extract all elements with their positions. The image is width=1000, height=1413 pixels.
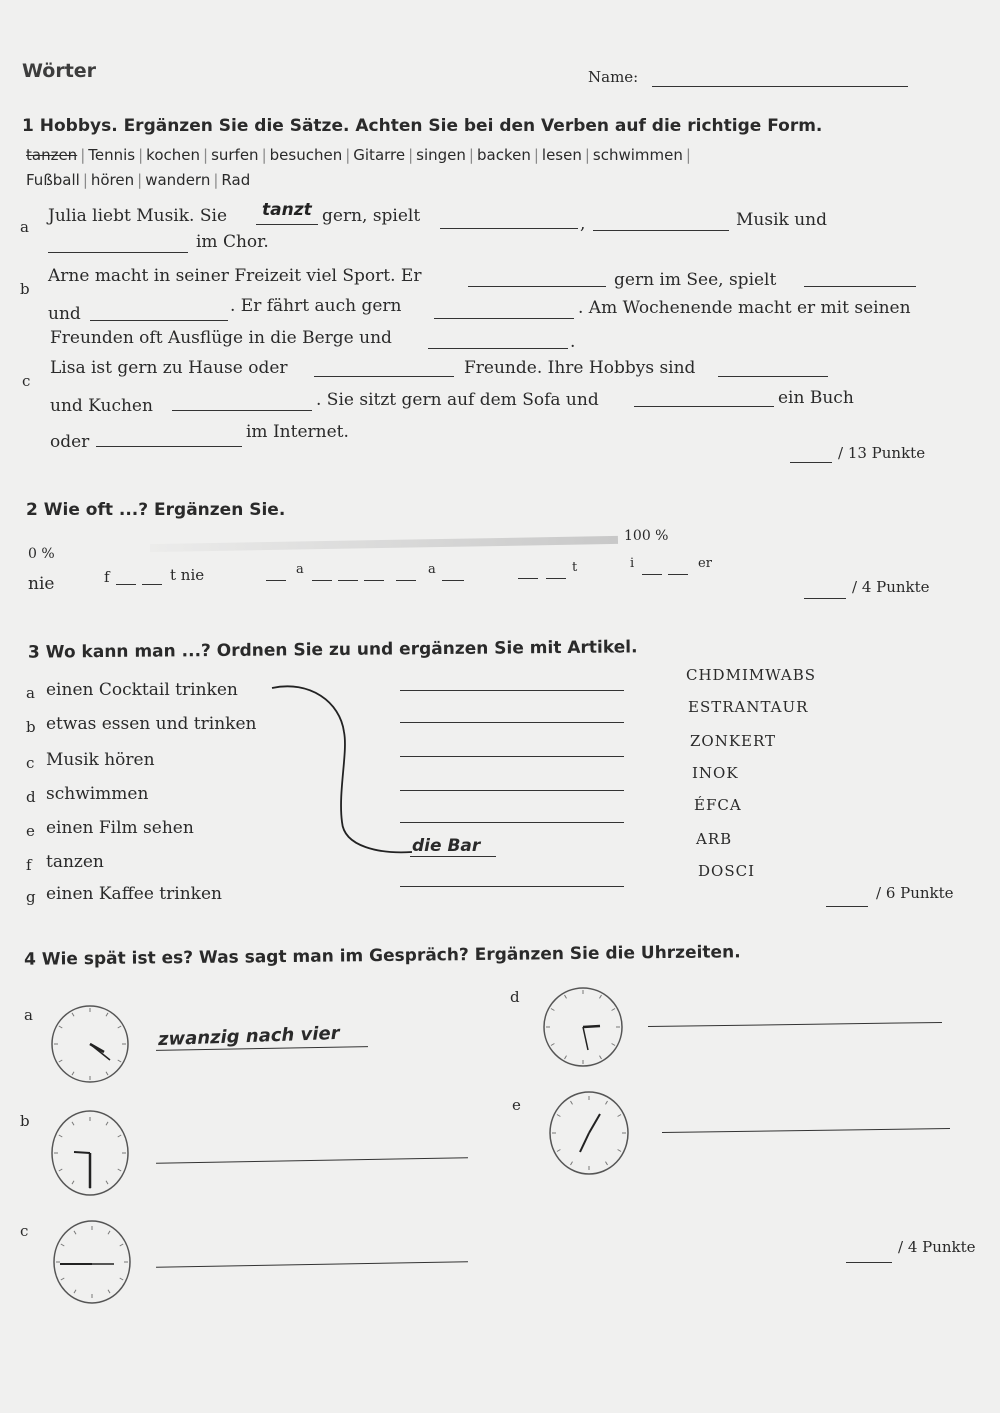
frequency-item-2-b: t nie <box>170 566 205 584</box>
blank-clock-b[interactable] <box>156 1157 468 1163</box>
clock-tick <box>61 1278 64 1280</box>
place-answer-line[interactable] <box>400 690 624 691</box>
clock-tick <box>108 1290 110 1293</box>
word-box-item: tanzen <box>26 146 78 164</box>
word-box-item: kochen <box>146 146 200 164</box>
clock-tick <box>557 1150 560 1152</box>
clock-tick <box>600 995 602 998</box>
place-item-text: etwas essen und trinken <box>46 714 257 734</box>
place-answer-line[interactable] <box>400 822 624 823</box>
scrambled-word: ÉFCA <box>694 796 742 814</box>
word-separator: | <box>137 171 143 189</box>
clock-tick <box>118 1169 121 1171</box>
clock-label-a: a <box>24 1006 33 1024</box>
word-box-item: backen <box>476 146 531 164</box>
place-item-text: schwimmen <box>46 784 149 804</box>
item-a-text-1: Julia liebt Musik. Sie <box>48 206 227 226</box>
points-1: / 13 Punkte <box>838 444 926 462</box>
exercise-3-heading: 3 Wo kann man ...? Ordnen Sie zu und ergänzen Sie mit Artikel. <box>27 637 638 663</box>
clock-tick <box>118 1060 121 1062</box>
clock-tick <box>612 1009 615 1011</box>
place-item-text: einen Kaffee trinken <box>46 884 222 904</box>
clock-tick <box>612 1044 615 1046</box>
item-b-text-5: . Am Wochenende macht er mit seinen <box>578 298 911 318</box>
clock-tick <box>106 1072 108 1075</box>
clock-tick <box>600 1056 602 1059</box>
clock-tick <box>571 1101 573 1104</box>
blank-clock-c[interactable] <box>156 1261 468 1267</box>
clock-tick <box>551 1044 554 1046</box>
place-item-letter: f <box>26 856 32 874</box>
word-box-item: lesen <box>541 146 582 164</box>
clock-a-icon <box>48 1002 132 1086</box>
blank-b-4[interactable] <box>434 318 574 319</box>
word-separator: | <box>213 171 219 189</box>
word-separator: | <box>82 171 88 189</box>
clock-e-icon <box>546 1088 632 1178</box>
clock-tick <box>59 1060 62 1062</box>
frequency-item-2-a: f <box>104 568 110 586</box>
blank-freq-3-3[interactable] <box>338 580 358 581</box>
clock-tick <box>118 1135 121 1137</box>
scrambled-word: ZONKERT <box>690 732 777 750</box>
item-c-text-2: Freunde. Ihre Hobbys sind <box>464 358 696 378</box>
word-box-item: Fußball <box>26 171 80 189</box>
frequency-item-1: nie <box>28 574 55 594</box>
blank-freq-3-4[interactable] <box>364 580 384 581</box>
clock-tick <box>120 1244 123 1246</box>
scrambled-word: ARB <box>696 830 733 848</box>
worksheet-title: Wörter <box>22 60 97 82</box>
word-box-item: wandern <box>145 171 211 189</box>
place-item-text: einen Cocktail trinken <box>46 680 238 700</box>
score-blank-3[interactable] <box>826 906 868 907</box>
item-b-text-6: Freunden oft Ausflüge in die Berge und <box>50 328 392 348</box>
blank-freq-3-6[interactable] <box>442 580 464 581</box>
frequency-item-4: t <box>572 560 578 575</box>
clock-label-d: d <box>510 988 520 1006</box>
clock-tick <box>59 1026 62 1028</box>
blank-b-2[interactable] <box>804 286 916 287</box>
name-field-line[interactable] <box>652 86 908 87</box>
place-item-letter: b <box>26 718 36 736</box>
clock-label-c: c <box>20 1222 29 1240</box>
blank-freq-5-2[interactable] <box>668 574 688 575</box>
item-c-text-4: . Sie sitzt gern auf dem Sofa und <box>316 390 599 410</box>
place-answer-line[interactable] <box>400 756 624 757</box>
matching-line-a-to-f <box>270 682 420 862</box>
score-blank-2[interactable] <box>804 598 846 599</box>
item-a-text-2: gern, spielt <box>322 206 421 226</box>
item-b-text-2: gern im See, spielt <box>614 270 777 290</box>
place-item-text: Musik hören <box>46 750 155 770</box>
item-a-letter: a <box>20 218 29 236</box>
place-item-letter: g <box>26 888 36 906</box>
item-b-letter: b <box>20 280 30 298</box>
frequency-item-3-b: a <box>428 562 436 577</box>
item-b-text-3: und <box>48 304 81 324</box>
exercise-4-heading: 4 Wie spät ist es? Was sagt man im Gespräch? Ergänzen Sie die Uhrzeiten. <box>23 942 741 970</box>
clock-tick <box>606 1162 608 1165</box>
place-item-letter: d <box>26 788 36 806</box>
place-item-letter: a <box>26 684 35 702</box>
word-box-line-1 <box>26 146 694 164</box>
points-2: / 4 Punkte <box>852 578 930 596</box>
blank-a-1[interactable] <box>256 224 318 225</box>
place-item-text: einen Film sehen <box>46 818 194 838</box>
item-c-text-6: oder <box>50 432 90 452</box>
blank-freq-4-1[interactable] <box>518 578 538 579</box>
blank-freq-4-2[interactable] <box>546 578 566 579</box>
word-box-item: hören <box>90 171 135 189</box>
frequency-item-5-b: er <box>698 556 712 571</box>
blank-b-1[interactable] <box>468 286 606 287</box>
word-box-item: Gitarre <box>353 146 406 164</box>
clock-tick <box>557 1115 560 1117</box>
word-separator: | <box>345 146 351 164</box>
blank-c-1[interactable] <box>314 376 454 377</box>
clock-tick <box>72 1013 74 1016</box>
word-box-item: surfen <box>211 146 259 164</box>
score-blank-1[interactable] <box>790 462 832 463</box>
word-box-item: singen <box>416 146 466 164</box>
score-blank-4[interactable] <box>846 1262 892 1263</box>
scrambled-word: CHDMIMWABS <box>686 666 817 684</box>
blank-freq-3-2[interactable] <box>312 580 332 581</box>
clock-tick <box>72 1122 74 1125</box>
clock-tick <box>571 1162 573 1165</box>
clock-tick <box>106 1122 108 1125</box>
item-c-text-3: und Kuchen <box>50 396 153 416</box>
frequency-item-5-a: i <box>630 556 635 571</box>
frequency-item-3-a: a <box>296 562 304 577</box>
item-b-text-1: Arne macht in seiner Freizeit viel Sport. Er <box>48 266 422 286</box>
clock-tick <box>618 1150 621 1152</box>
clock-tick <box>74 1290 76 1293</box>
word-separator: | <box>408 146 414 164</box>
item-c-letter: c <box>22 372 31 390</box>
blank-b-5[interactable] <box>428 348 568 349</box>
word-separator: | <box>80 146 86 164</box>
blank-c-3[interactable] <box>172 410 312 411</box>
clock-tick <box>606 1101 608 1104</box>
clock-tick <box>61 1244 64 1246</box>
clock-tick <box>59 1135 62 1137</box>
item-a-text-4: im Chor. <box>196 232 269 252</box>
scrambled-word: INOK <box>692 764 739 782</box>
item-c-text-7: im Internet. <box>246 422 349 442</box>
word-box-line-2 <box>26 171 250 189</box>
clock-d-icon <box>540 984 626 1070</box>
blank-freq-2-2[interactable] <box>142 584 162 585</box>
place-item-letter: e <box>26 822 35 840</box>
clock-tick <box>565 1056 567 1059</box>
blank-freq-5-1[interactable] <box>642 574 662 575</box>
clock-tick <box>74 1231 76 1234</box>
clock-label-b: b <box>20 1112 30 1130</box>
clock-tick <box>120 1278 123 1280</box>
clock-tick <box>118 1026 121 1028</box>
item-b-text-4: . Er fährt auch gern <box>230 296 402 316</box>
blank-a-2[interactable] <box>440 228 578 229</box>
blank-clock-e[interactable] <box>662 1128 950 1133</box>
blank-a-4[interactable] <box>48 252 188 253</box>
exercise-2-heading: 2 Wie oft ...? Ergänzen Sie. <box>26 500 286 520</box>
scrambled-word: ESTRANTAUR <box>688 698 809 716</box>
blank-c-4[interactable] <box>634 406 774 407</box>
clock-tick <box>72 1072 74 1075</box>
item-a-text-3: Musik und <box>736 210 828 230</box>
item-a-answer-handwritten: tanzt <box>262 200 312 220</box>
word-separator: | <box>261 146 267 164</box>
word-separator: | <box>203 146 209 164</box>
word-separator: | <box>533 146 539 164</box>
clock-tick <box>106 1181 108 1184</box>
place-answer-line[interactable] <box>400 790 624 791</box>
percent-low-label: 0 % <box>28 546 55 562</box>
blank-freq-3-1[interactable] <box>266 580 286 581</box>
blank-a-3[interactable] <box>593 230 729 231</box>
item-c-text-1: Lisa ist gern zu Hause oder <box>50 358 288 378</box>
frequency-scale-bar <box>150 536 618 552</box>
clock-tick <box>551 1009 554 1011</box>
clock-b-icon <box>48 1108 132 1198</box>
item-a-comma: , <box>580 214 586 234</box>
answer-die-bar-handwritten: die Bar <box>412 836 481 856</box>
clock-tick <box>618 1115 621 1117</box>
exercise-1-heading: 1 Hobbys. Ergänzen Sie die Sätze. Achten Sie bei den Verben auf die richtige Form. <box>22 116 823 136</box>
item-b-text-7: . <box>570 332 576 352</box>
place-answer-line[interactable] <box>410 856 496 857</box>
place-answer-line[interactable] <box>400 886 624 887</box>
blank-freq-3-5[interactable] <box>396 580 416 581</box>
word-separator: | <box>138 146 144 164</box>
word-separator: | <box>685 146 691 164</box>
blank-freq-2-1[interactable] <box>116 584 136 585</box>
blank-b-3[interactable] <box>90 320 228 321</box>
place-item-text: tanzen <box>46 852 104 872</box>
blank-c-5[interactable] <box>96 446 242 447</box>
word-box-item: besuchen <box>269 146 343 164</box>
clock-label-e: e <box>512 1096 521 1114</box>
points-3: / 6 Punkte <box>876 884 954 902</box>
place-item-letter: c <box>26 754 35 772</box>
word-separator: | <box>584 146 590 164</box>
name-label: Name: <box>588 68 639 86</box>
clock-tick <box>565 995 567 998</box>
answer-clock-a-handwritten: zwanzig nach vier <box>157 1022 340 1051</box>
place-answer-line[interactable] <box>400 722 624 723</box>
word-separator: | <box>468 146 474 164</box>
clock-tick <box>108 1231 110 1234</box>
word-box-item: Rad <box>221 171 251 189</box>
scrambled-word: DOSCI <box>698 862 756 880</box>
word-box-item: Tennis <box>88 146 136 164</box>
blank-c-2[interactable] <box>718 376 828 377</box>
percent-high-label: 100 % <box>624 528 669 544</box>
clock-c-icon <box>50 1218 134 1306</box>
item-c-text-5: ein Buch <box>778 388 854 408</box>
clock-tick <box>106 1013 108 1016</box>
clock-tick <box>59 1169 62 1171</box>
points-4: / 4 Punkte <box>898 1238 976 1256</box>
clock-tick <box>72 1181 74 1184</box>
blank-clock-d[interactable] <box>648 1022 942 1027</box>
word-box-item: schwimmen <box>592 146 683 164</box>
